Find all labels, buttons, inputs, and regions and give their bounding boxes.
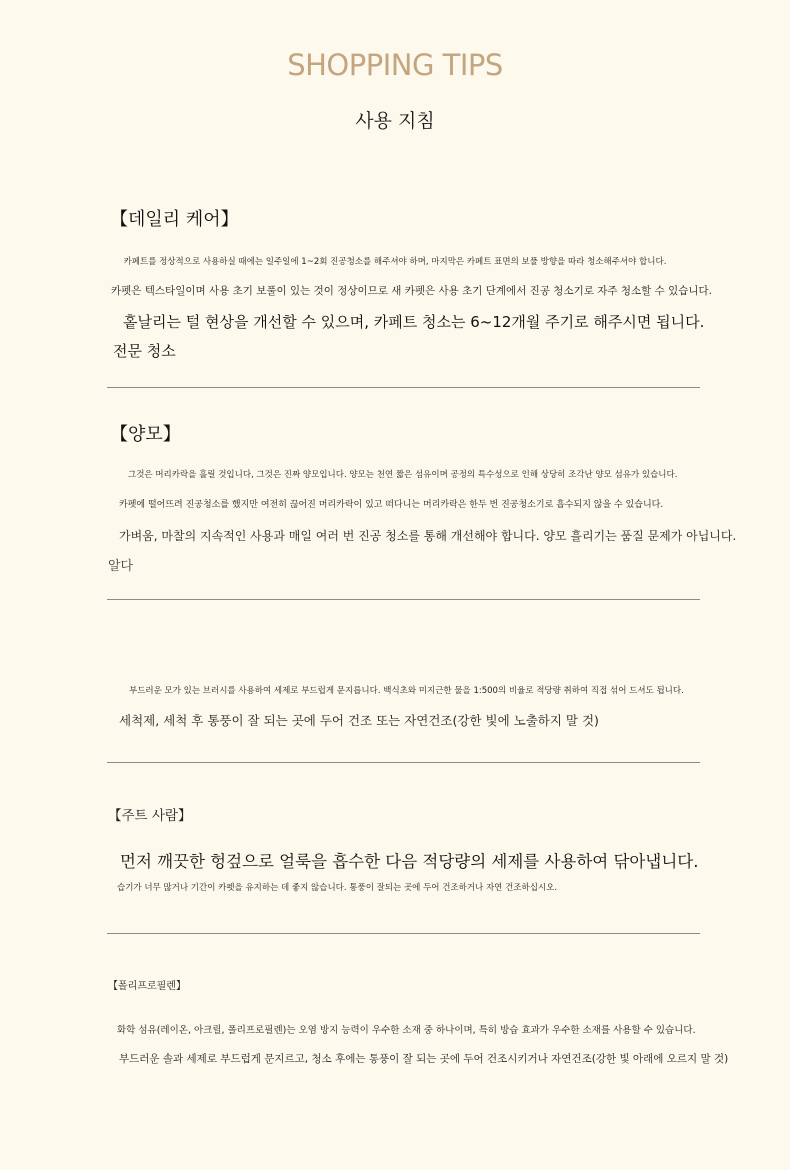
section-text: 알다 <box>108 559 134 574</box>
section-text: 카페트를 정상적으로 사용하실 때에는 일주일에 1~2회 진공청소를 해주셔야 하며, 마지막은 카페트 표면의 보풀 방향을 따라 청소해주셔야 합니다. <box>123 257 667 267</box>
section-text: 카펫에 떨어뜨려 진공청소를 했지만 여전히 끊어진 머리카락이 있고 떠다니는 머리카락은 한두 번 진공청소기로 흡수되지 않을 수 있습니다. <box>119 500 664 510</box>
section-divider <box>107 387 700 388</box>
section-text: 습기가 너무 많거나 기간이 카펫을 유지하는 데 좋지 않습니다. 통풍이 잘되는 곳에 두어 건조하거나 자연 건조하십시오. <box>117 883 558 893</box>
section-divider <box>107 933 700 934</box>
section-text: 부드러운 솔과 세제로 부드럽게 문지르고, 청소 후에는 통풍이 잘 되는 곳에 두어 건조시키거나 자연건조(강한 빛 아래에 오르지 말 것) <box>119 1053 729 1065</box>
page-title: SHOPPING TIPS <box>287 48 503 82</box>
section-text: 세척제, 세척 후 통풍이 잘 되는 곳에 두어 건조 또는 자연건조(강한 빛에 노출하지 말 것) <box>119 713 599 728</box>
section-heading-daily-care: 【데일리 케어】 <box>110 209 239 230</box>
section-text: 전문 청소 <box>113 342 176 360</box>
section-text: 먼저 깨끗한 헝겊으로 얼룩을 흡수한 다음 적당량의 세제를 사용하여 닦아냅니다. <box>120 852 699 871</box>
page-subtitle: 사용 지침 <box>355 110 435 132</box>
section-heading-polypropylene: 【폴리프로필렌】 <box>108 981 186 992</box>
section-heading-wool: 【양모】 <box>110 424 181 445</box>
section-text: 화학 섬유(레이온, 아크릴, 폴리프로필렌)는 오염 방지 능력이 우수한 소재 중 하나이며, 특히 방습 효과가 우수한 소재를 사용할 수 있습니다. <box>117 1025 696 1036</box>
section-text: 카펫은 텍스타일이며 사용 초기 보풀이 있는 것이 정상이므로 새 카펫은 사용 초기 단계에서 진공 청소기로 자주 청소할 수 있습니다. <box>111 285 712 297</box>
section-divider <box>107 762 700 763</box>
section-heading-jute: 【주트 사람】 <box>108 808 192 824</box>
section-text: 가벼움, 마찰의 지속적인 사용과 매일 여러 번 진공 청소를 통해 개선해야 합니다. 양모 흘리기는 품질 문제가 아닙니다. <box>119 529 737 543</box>
section-text: 홑날리는 털 현상을 개선할 수 있으며, 카페트 청소는 6~12개월 주기로 해주시면 됩니다. <box>123 313 705 331</box>
section-divider <box>107 599 700 600</box>
section-text: 부드러운 모가 있는 브러시를 사용하여 세제로 부드럽게 문지릅니다. 백식초와 미지근한 물을 1:500의 비율로 적당량 취하여 직접 섞어 드셔도 됩니다. <box>129 686 684 696</box>
section-text: 그것은 머리카락을 흘릴 것입니다, 그것은 진짜 양모입니다. 양모는 천연 짧은 섬유이며 공정의 특수성으로 인해 상당히 조각난 양모 섬유가 있습니다. <box>128 470 678 480</box>
